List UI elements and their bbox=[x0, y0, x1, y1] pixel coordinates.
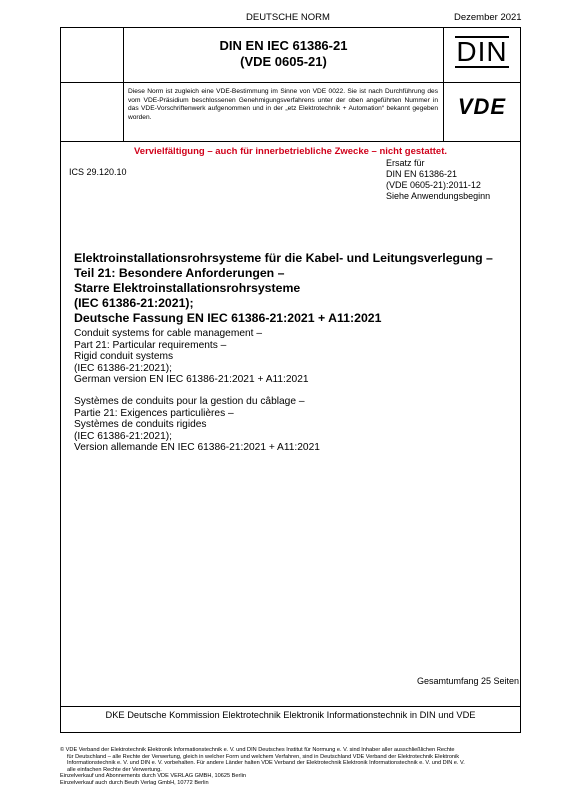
footer-line: Einzelverkauf auch durch Beuth Verlag GmbH, 10772 Berlin bbox=[60, 779, 209, 786]
footer-line: Einzelverkauf und Abonnements durch VDE VERLAG GMBH, 10625 Berlin bbox=[60, 773, 246, 780]
divider-committee bbox=[60, 706, 521, 707]
copyright-footer bbox=[60, 747, 521, 787]
title-german-line: Elektroinstallationsrohrsysteme für die Kabel- und Leitungsverlegung – bbox=[74, 251, 493, 265]
title-english-line: Conduit systems for cable management – bbox=[74, 328, 262, 339]
copy-warning: Vervielfältigung – auch für innerbetriebliche Zwecke – nicht gestattet. bbox=[133, 146, 448, 157]
footer-line: © VDE Verband der Elektrotechnik Elektronik Informationstechnik e. V. und DIN Deutsches Institut für Normung e. V. sind Inhaber aller ausschließlichen Rechte bbox=[60, 747, 455, 753]
vde-logo: VDE bbox=[457, 94, 507, 119]
title-german-line: Teil 21: Besondere Anforderungen – bbox=[74, 266, 285, 280]
header-doc-type: DEUTSCHE NORM bbox=[246, 12, 330, 23]
divider-notice bbox=[60, 141, 521, 142]
committee-line: DKE Deutsche Kommission Elektrotechnik Elektronik Informationstechnik in DIN und VDE bbox=[105, 710, 476, 720]
title-french bbox=[74, 396, 519, 454]
title-english bbox=[74, 328, 519, 386]
title-french-line: Version allemande EN IEC 61386-21:2021 + A11:2021 bbox=[74, 442, 320, 453]
standard-vde-number: (VDE 0605-21) bbox=[240, 54, 327, 69]
footer-line: alle einfachen Rechte der Verwertung. bbox=[67, 766, 162, 773]
replacement-line: Siehe Anwendungsbeginn bbox=[386, 191, 491, 201]
title-german-line: (IEC 61386-21:2021); bbox=[74, 296, 194, 310]
title-french-line: Systèmes de conduits pour la gestion du câblage – bbox=[74, 396, 305, 407]
title-english-line: Rigid conduit systems bbox=[74, 351, 174, 362]
title-french-line: Partie 21: Exigences particulières – bbox=[74, 407, 234, 419]
title-english-line: (IEC 61386-21:2021); bbox=[74, 362, 172, 374]
title-german bbox=[74, 251, 519, 326]
replacement-line: (VDE 0605-21):2011-12 bbox=[386, 180, 481, 190]
title-english-line: German version EN IEC 61386-21:2021 + A11:2021 bbox=[74, 374, 309, 385]
header-date: Dezember 2021 bbox=[454, 12, 522, 23]
replacement-info bbox=[386, 158, 490, 202]
ics-code: ICS 29.120.10 bbox=[69, 167, 127, 177]
divider-right-column bbox=[443, 27, 444, 141]
title-german-line: Deutsche Fassung EN IEC 61386-21:2021 + A11:2021 bbox=[74, 311, 382, 325]
footer-line: Informationstechnik e. V. und DIN e. V. vorbehalten. Für andere Länder halten VDE Verband der Elektrotechnik Elektronik Informationstechnik e. V. und DIN e. V. bbox=[67, 760, 465, 767]
din-logo-text: DIN bbox=[456, 36, 508, 67]
standard-number: DIN EN IEC 61386-21 bbox=[219, 38, 348, 53]
title-german-line: Starre Elektroinstallationsrohrsysteme bbox=[74, 281, 301, 295]
footer-line: für Deutschland – alle Rechte der Verwertung, gleich in welcher Form und welchem Verfahren, sind in Deutschland VDE Verband der Elektrotechnik Elektronik bbox=[67, 753, 460, 760]
replacement-line: DIN EN 61386-21 bbox=[386, 169, 458, 179]
vde-notice: Diese Norm ist zugleich eine VDE-Bestimmung im Sinne von VDE 0022. Sie ist nach Durchführung des vom VDE-Präsidium beschlossenen Genehmigungsverfahrens unter der oben angeführten Nummer in das VDE-Vorschriftenwerk aufgenommen und in der „etz Elektrotechnik + Automation“ bekannt gegeben worden. bbox=[128, 88, 438, 121]
page-count: Gesamtumfang 25 Seiten bbox=[416, 676, 519, 686]
din-logo bbox=[451, 34, 513, 74]
title-english-line: Part 21: Particular requirements – bbox=[74, 339, 227, 351]
replacement-line: Ersatz für bbox=[386, 158, 425, 168]
title-french-line: Systèmes de conduits rigides bbox=[74, 419, 207, 430]
title-french-line: (IEC 61386-21:2021); bbox=[74, 430, 172, 442]
divider-title bbox=[60, 82, 521, 83]
